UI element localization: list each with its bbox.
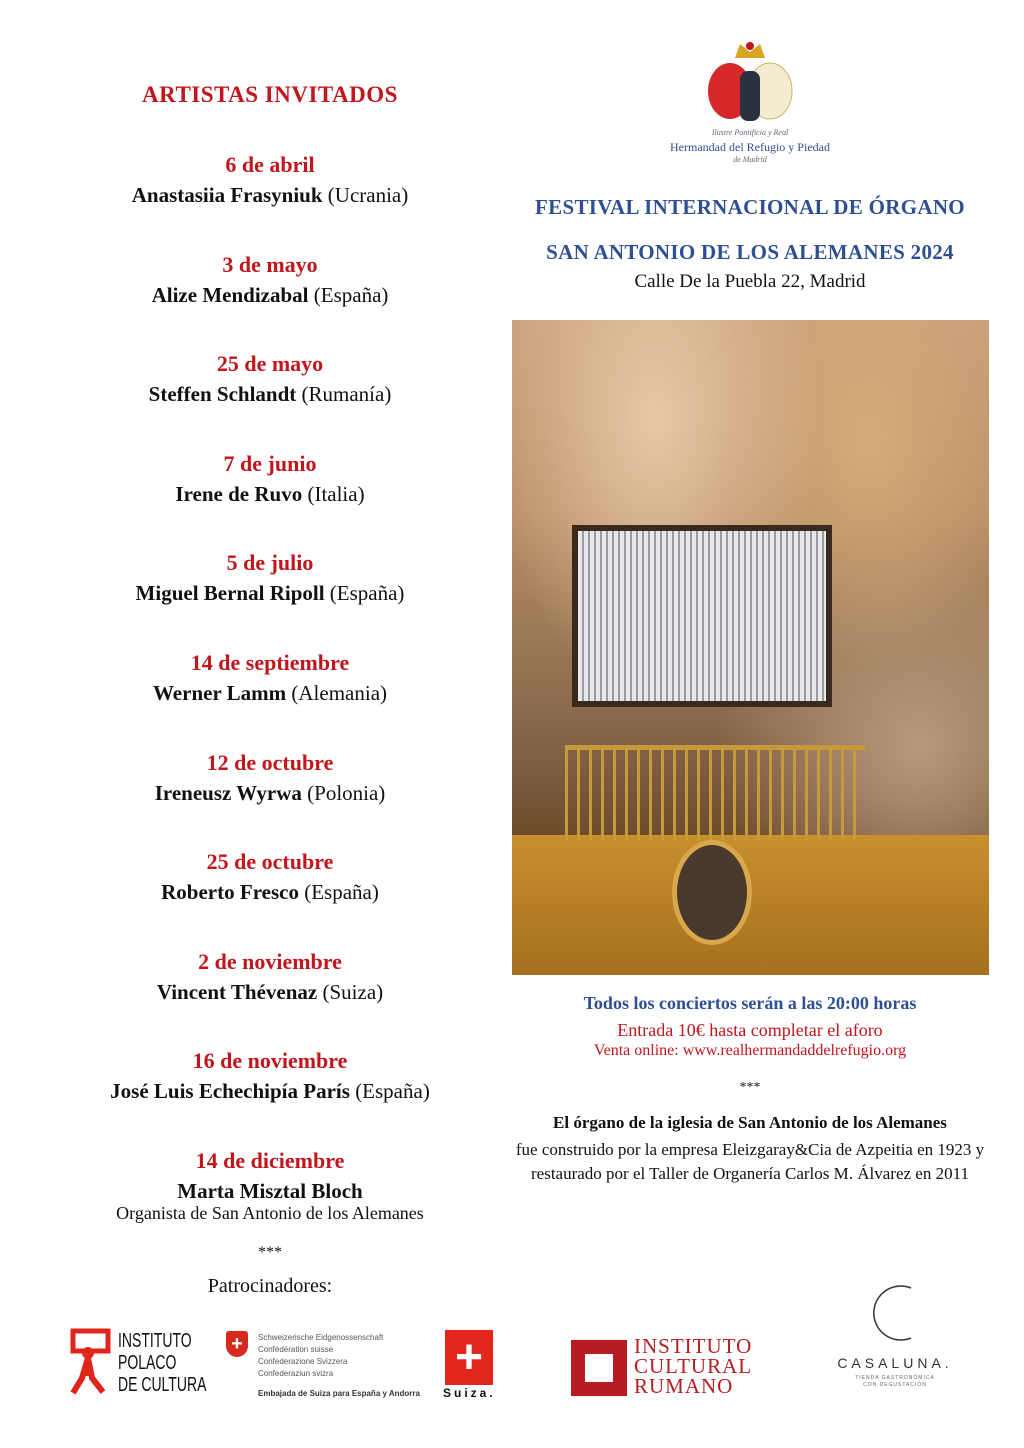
- artist-entry: [40, 648, 500, 748]
- artist-country: (Ucrania): [327, 183, 409, 207]
- concert-date: 12 de octubre: [206, 749, 334, 775]
- sponsors-label: Patrocinadores:: [207, 1275, 333, 1297]
- artist-name-line: [40, 877, 500, 907]
- swiss-line: Schweizerische Eidgenossenschaft: [258, 1333, 384, 1342]
- artist-name-line: [40, 180, 500, 210]
- artist-entry: [40, 349, 500, 449]
- address: Calle De la Puebla 22, Madrid: [634, 271, 866, 292]
- instituto-rumano-text: [634, 1336, 752, 1396]
- artist-name-line: [40, 280, 500, 310]
- artist-country: (España): [355, 1079, 430, 1104]
- artist-entry: [40, 1046, 500, 1146]
- artist-name: Vincent Thévenaz: [156, 979, 318, 1004]
- polaco-line: POLACO: [118, 1352, 177, 1374]
- artist-name-line: [40, 578, 500, 608]
- organ-title: El órgano de la iglesia de San Antonio de los Alemanes: [553, 1113, 947, 1132]
- polaco-line: DE CULTURA: [118, 1374, 207, 1396]
- artist-name-line: [40, 1076, 500, 1106]
- artists-heading: ARTISTAS INVITADOS: [142, 82, 398, 107]
- separator-right: ***: [739, 1080, 761, 1095]
- artist-name: Irene de Ruvo: [175, 481, 303, 506]
- swiss-confederation-text: [258, 1332, 383, 1380]
- swiss-line: Confederazione Svizzera: [258, 1357, 348, 1366]
- polaco-line: INSTITUTO: [118, 1330, 192, 1352]
- artist-entry: [40, 947, 500, 1047]
- artist-name: José Luis Echechipía París: [110, 1079, 350, 1104]
- rumano-line: CULTURAL: [634, 1354, 753, 1378]
- artist-name: Steffen Schlandt: [148, 382, 297, 407]
- instituto-polaco-icon: [68, 1328, 113, 1396]
- casaluna-text: CASALUNA.: [837, 1355, 953, 1371]
- festival-title: FESTIVAL INTERNACIONAL DE ÓRGANO: [535, 195, 965, 219]
- artist-name: Ireneusz Wyrwa: [154, 780, 302, 805]
- portrait-medallion: [672, 840, 752, 945]
- artist-name-line: [40, 778, 500, 808]
- entry-price: Entrada 10€ hasta completar el aforo: [617, 1020, 883, 1040]
- artist-name: Marta Misztal Bloch: [177, 1178, 363, 1203]
- artist-entry: [40, 250, 500, 350]
- artist-name: Werner Lamm: [152, 680, 287, 705]
- swiss-shield-icon: +: [226, 1331, 248, 1357]
- concert-date: 25 de octubre: [206, 849, 334, 875]
- logo-line3: de Madrid: [733, 155, 767, 164]
- suiza-cross-icon: +: [445, 1330, 493, 1385]
- artist-name: Miguel Bernal Ripoll: [135, 581, 325, 606]
- instituto-polaco-text: [118, 1330, 206, 1396]
- balcony-railing: [565, 745, 865, 840]
- artist-entry: [40, 1146, 500, 1246]
- concert-time: Todos los conciertos serán a las 20:00 horas: [583, 993, 917, 1013]
- artist-name-line: [40, 678, 500, 708]
- concert-date: 25 de mayo: [216, 351, 324, 377]
- artist-country: (España): [313, 282, 389, 307]
- artist-country: (Polonia): [307, 780, 386, 805]
- artist-country: (Rumanía): [301, 382, 392, 407]
- swiss-embassy-text: Embajada de Suiza para España y Andorra: [258, 1389, 420, 1398]
- concert-date: 7 de junio: [223, 450, 317, 476]
- swiss-line: Confédération suisse: [258, 1345, 334, 1354]
- concert-date: 3 de mayo: [222, 251, 318, 277]
- artist-name: Anastasiia Frasyniuk: [131, 183, 323, 207]
- artist-entry: [40, 748, 500, 848]
- coat-of-arms-logo: [700, 36, 800, 126]
- artist-entry: [40, 150, 500, 250]
- rumano-line: INSTITUTO: [634, 1334, 753, 1358]
- artist-entry: [40, 548, 500, 648]
- casaluna-sub-line: TIENDA GASTRONÓMICA: [855, 1375, 935, 1381]
- organ-pipes: [572, 525, 832, 707]
- festival-subtitle: SAN ANTONIO DE LOS ALEMANES 2024: [546, 240, 954, 264]
- swiss-line: Confederaziun svizra: [258, 1369, 334, 1378]
- suiza-text: Suiza.: [443, 1386, 496, 1400]
- casaluna-sub-line: CON DEGUSTACIÓN: [863, 1382, 927, 1388]
- organ-description: fue construido por la empresa Eleizgaray&Cia de Azpeitia en 1923 y restaurado por el Taller de Organería Carlos M. Álvarez en 2011: [515, 1140, 985, 1183]
- artists-list: [40, 150, 500, 1246]
- concert-date: 14 de septiembre: [190, 649, 350, 675]
- artist-name-line: [40, 977, 500, 1007]
- concert-date: 5 de julio: [226, 550, 314, 576]
- instituto-rumano-icon: [571, 1340, 627, 1396]
- artist-entry: [40, 847, 500, 947]
- artist-role: Organista de San Antonio de los Alemanes: [116, 1202, 424, 1223]
- casaluna-moon-icon: [866, 1283, 916, 1343]
- artist-country: (Alemania): [291, 680, 388, 705]
- logo-line1: Ilustre Pontificia y Real: [711, 128, 789, 137]
- concert-date: 6 de abril: [225, 152, 315, 177]
- online-sales[interactable]: Venta online: www.realhermandaddelrefugio.org: [593, 1042, 907, 1059]
- concert-date: 14 de diciembre: [195, 1147, 345, 1173]
- casaluna-subtitle: [815, 1375, 975, 1389]
- logo-line2: Hermandad del Refugio y Piedad: [670, 140, 830, 154]
- concert-date: 2 de noviembre: [198, 948, 342, 974]
- concert-date: 16 de noviembre: [192, 1048, 348, 1074]
- artist-entry: [40, 449, 500, 549]
- separator: ***: [258, 1244, 282, 1261]
- artist-name-line: [40, 379, 500, 409]
- artist-country: (España): [329, 581, 405, 606]
- artist-country: (Suiza): [322, 979, 384, 1004]
- artist-name-line: [40, 479, 500, 509]
- artist-country: (Italia): [307, 481, 365, 506]
- rumano-line: RUMANO: [634, 1374, 734, 1398]
- artist-country: (España): [304, 880, 379, 905]
- artist-name: Alize Mendizabal: [151, 282, 309, 307]
- artist-name: Roberto Fresco: [161, 880, 299, 905]
